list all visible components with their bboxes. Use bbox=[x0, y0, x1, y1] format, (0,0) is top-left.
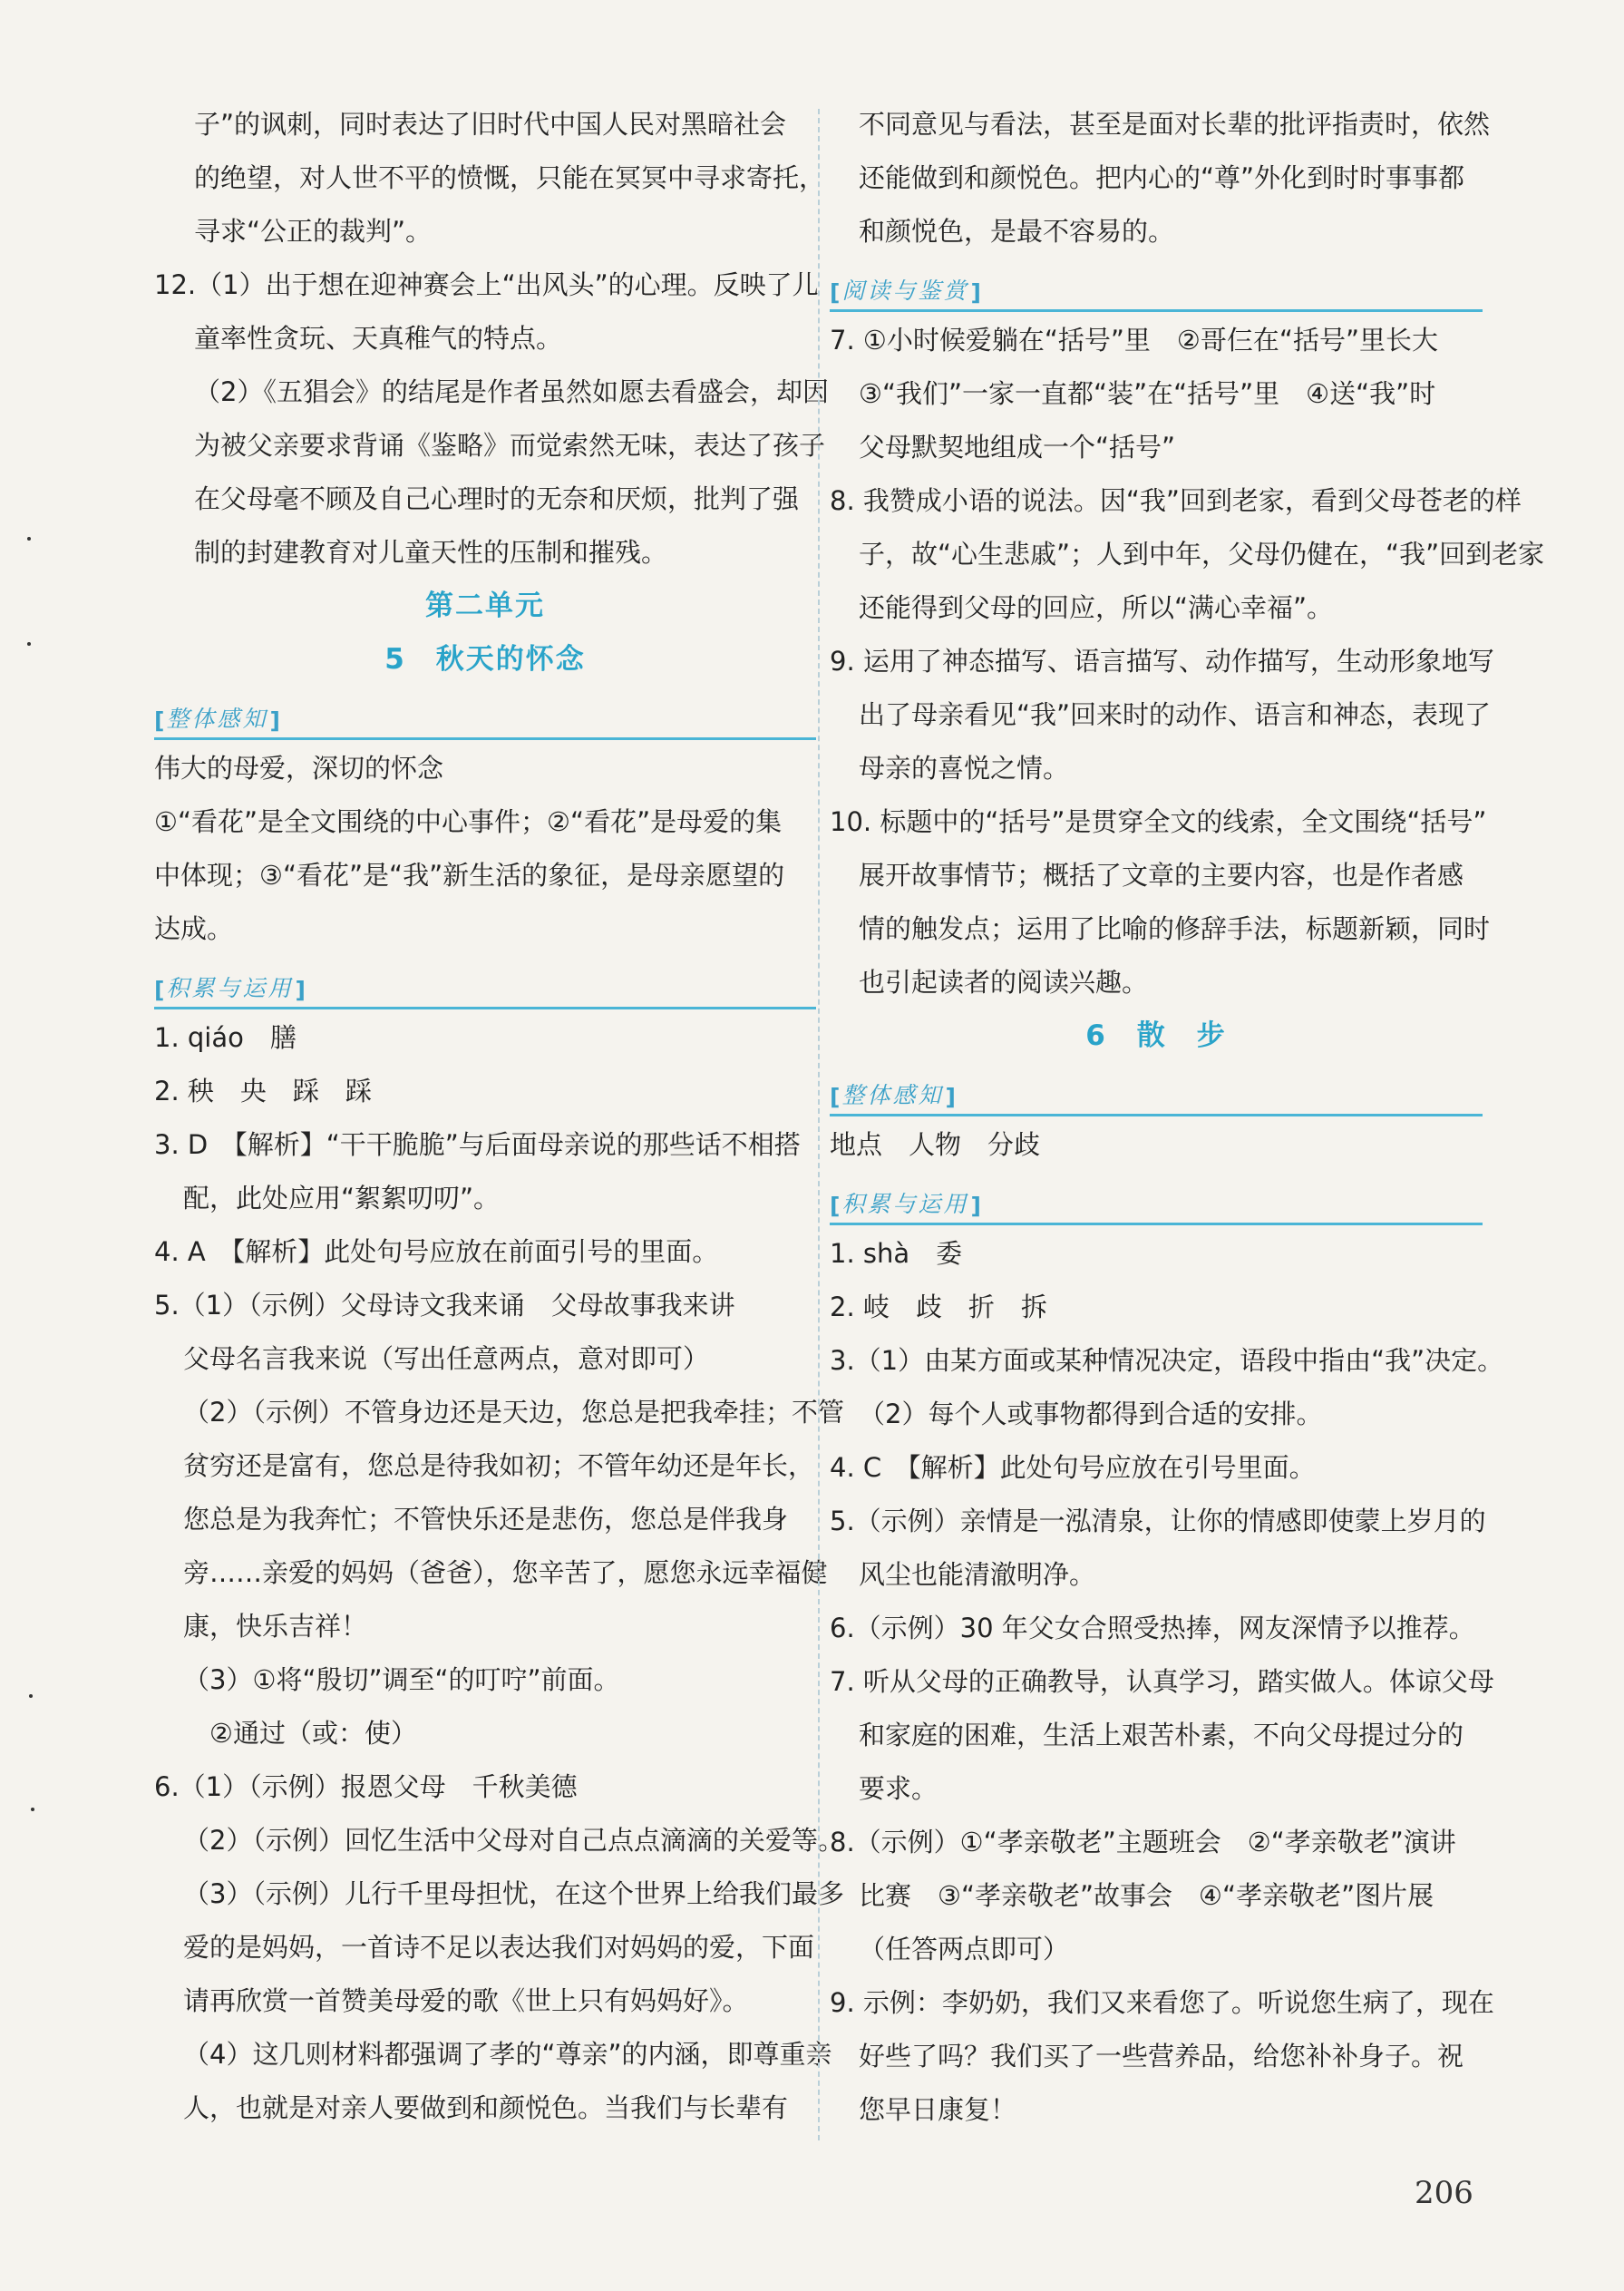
text-line: 风尘也能清澈明净。 bbox=[859, 1559, 1096, 1590]
section-header-label: 整体感知 bbox=[166, 706, 268, 732]
bracket-left-icon: [ bbox=[830, 279, 841, 306]
margin-dot bbox=[27, 642, 31, 646]
text-line: 6.（1）（示例）报恩父母 千秋美德 bbox=[154, 1771, 578, 1802]
text-line: 达成。 bbox=[154, 913, 234, 944]
section-header-label: 积累与运用 bbox=[166, 975, 294, 1001]
text-line: 9. 运用了神态描写、语言描写、动作描写，生动形象地写 bbox=[830, 646, 1494, 677]
text-line: 贫穷还是富有，您总是待我如初；不管年幼还是年长， bbox=[183, 1450, 815, 1481]
right-column bbox=[830, 98, 1545, 2137]
section-header bbox=[830, 1172, 1483, 1225]
bracket-right-icon: ] bbox=[269, 707, 280, 734]
section-header-label: 积累与运用 bbox=[841, 1191, 969, 1217]
left-column bbox=[154, 98, 844, 2135]
section-title: 第二单元 bbox=[425, 590, 545, 622]
text-line: 您早日康复！ bbox=[859, 2094, 1017, 2125]
text-line: 12.（1）出于想在迎神赛会上“出风头”的心理。反映了儿 bbox=[154, 269, 819, 300]
text-line: ③“我们”一家一直都“装”在“括号”里 ④送“我”时 bbox=[859, 378, 1436, 409]
text-line: 1. qiáo 膳 bbox=[154, 1022, 297, 1053]
text-line: （2）（示例）不管身边还是天边，您总是把我牵挂；不管 bbox=[183, 1397, 844, 1428]
text-line: 出了母亲看见“我”回来时的动作、语言和神态，表现了 bbox=[859, 699, 1492, 730]
text-line: 您总是为我奔忙；不管快乐还是悲伤，您总是伴我身 bbox=[183, 1504, 789, 1535]
bracket-left-icon: [ bbox=[830, 1084, 841, 1110]
text-line: 好些了吗？我们买了一些营养品，给您补补身子。祝 bbox=[859, 2041, 1464, 2072]
text-line: 地点 人物 分歧 bbox=[830, 1129, 1041, 1160]
text-line: 和家庭的困难，生活上艰苦朴素，不向父母提过分的 bbox=[859, 1720, 1464, 1750]
bracket-left-icon: [ bbox=[154, 977, 165, 1003]
section-title: 5 秋天的怀念 bbox=[384, 643, 586, 676]
text-line: 也引起读者的阅读兴趣。 bbox=[859, 967, 1149, 998]
text-line: （3）（示例）儿行千里母担忧，在这个世界上给我们最多 bbox=[183, 1878, 844, 1909]
text-line: 4. A 【解析】此处句号应放在前面引号的里面。 bbox=[154, 1236, 719, 1267]
margin-dot bbox=[27, 537, 31, 541]
margin-dot bbox=[31, 1808, 34, 1811]
text-line: 还能做到和颜悦色。把内心的“尊”外化到时时事事都 bbox=[859, 162, 1465, 193]
text-line: （2）每个人或事物都得到合适的安排。 bbox=[859, 1399, 1323, 1429]
text-line: 为被父亲要求背诵《鉴略》而觉索然无味，表达了孩子 bbox=[194, 430, 826, 461]
text-line: 和颜悦色，是最不容易的。 bbox=[859, 216, 1175, 247]
bracket-right-icon: ] bbox=[945, 1084, 956, 1110]
section-title: 6 散 步 bbox=[1085, 1019, 1227, 1052]
text-line: 寻求“公正的裁判”。 bbox=[194, 216, 433, 247]
text-line: 5.（1）（示例）父母诗文我来诵 父母故事我来讲 bbox=[154, 1290, 735, 1321]
text-line: 10. 标题中的“括号”是贯穿全文的线索，全文围绕“括号” bbox=[830, 806, 1487, 837]
text-line: 子”的讽刺，同时表达了旧时代中国人民对黑暗社会 bbox=[194, 109, 787, 140]
text-line: （3）①将“殷切”调至“的叮咛”前面。 bbox=[183, 1664, 620, 1695]
margin-dot bbox=[29, 1694, 33, 1698]
text-line: 7. 听从父母的正确教导，认真学习，踏实做人。体谅父母 bbox=[830, 1666, 1494, 1697]
text-line: 4. C 【解析】此处句号应放在引号里面。 bbox=[830, 1452, 1316, 1483]
text-line: 中体现；③“看花”是“我”新生活的象征，是母亲愿望的 bbox=[154, 860, 785, 891]
text-line: 5.（示例）亲情是一泓清泉，让你的情感即使蒙上岁月的 bbox=[830, 1506, 1486, 1536]
text-line: 情的触发点；运用了比喻的修辞手法，标题新颖，同时 bbox=[859, 913, 1491, 944]
bracket-right-icon: ] bbox=[970, 1193, 981, 1219]
section-header bbox=[154, 956, 816, 1009]
text-line: 旁……亲爱的妈妈（爸爸），您辛苦了，愿您永远幸福健 bbox=[183, 1557, 828, 1588]
text-line: 子，故“心生悲戚”；人到中年，父母仍健在，“我”回到老家 bbox=[859, 539, 1545, 570]
column-divider bbox=[818, 109, 820, 2140]
text-line: （任答两点即可） bbox=[859, 1934, 1070, 1964]
text-line: 要求。 bbox=[859, 1773, 938, 1804]
text-line: （4）这几则材料都强调了孝的“尊亲”的内涵，即尊重亲 bbox=[183, 2039, 832, 2070]
text-line: 8.（示例）①“孝亲敬老”主题班会 ②“孝亲敬老”演讲 bbox=[830, 1827, 1456, 1857]
text-line: 3.（1）由某方面或某种情况决定，语段中指由“我”决定。 bbox=[830, 1345, 1504, 1376]
text-line: 父母名言我来说（写出任意两点，意对即可） bbox=[183, 1343, 710, 1374]
text-line: 1. shà 委 bbox=[830, 1238, 963, 1269]
text-line: 2. 岐 歧 折 拆 bbox=[830, 1292, 1047, 1322]
section-header-label: 整体感知 bbox=[841, 1082, 944, 1108]
text-line: ②通过（或：使） bbox=[183, 1718, 417, 1749]
text-line: 展开故事情节；概括了文章的主要内容，也是作者感 bbox=[859, 860, 1464, 891]
text-line: （2）《五猖会》的结尾是作者虽然如愿去看盛会，却因 bbox=[194, 376, 829, 407]
text-line: 比赛 ③“孝亲敬老”故事会 ④“孝亲敬老”图片展 bbox=[859, 1880, 1434, 1911]
text-line: 在父母毫不顾及自己心理时的无奈和厌烦，批判了强 bbox=[194, 483, 800, 514]
section-header-label: 阅读与鉴赏 bbox=[841, 278, 969, 304]
page-number: 206 bbox=[1415, 2175, 1473, 2211]
text-line: 伟大的母爱，深切的怀念 bbox=[154, 753, 444, 784]
bracket-right-icon: ] bbox=[970, 279, 981, 306]
text-line: 母亲的喜悦之情。 bbox=[859, 753, 1070, 784]
text-line: 2. 秧 央 踩 踩 bbox=[154, 1076, 372, 1107]
text-line: 的绝望，对人世不平的愤慨，只能在冥冥中寻求寄托， bbox=[194, 162, 826, 193]
text-line: 7. ①小时候爱躺在“括号”里 ②哥仨在“括号”里长大 bbox=[830, 325, 1438, 356]
bracket-left-icon: [ bbox=[830, 1193, 841, 1219]
text-line: （2）（示例）回忆生活中父母对自己点点滴滴的关爱等。 bbox=[183, 1825, 844, 1856]
text-line: 6.（示例）30 年父女合照受热捧，网友深情予以推荐。 bbox=[830, 1613, 1475, 1643]
text-line: ①“看花”是全文围绕的中心事件；②“看花”是母爱的集 bbox=[154, 806, 783, 837]
text-line: 人，也就是对亲人要做到和颜悦色。当我们与长辈有 bbox=[183, 2092, 789, 2123]
text-line: 不同意见与看法，甚至是面对长辈的批评指责时，依然 bbox=[859, 109, 1491, 140]
bracket-right-icon: ] bbox=[295, 977, 306, 1003]
text-line: 康，快乐吉祥！ bbox=[183, 1611, 368, 1642]
text-line: 3. D 【解析】“干干脆脆”与后面母亲说的那些话不相搭 bbox=[154, 1129, 801, 1160]
text-line: 8. 我赞成小语的说法。因“我”回到老家，看到父母苍老的样 bbox=[830, 485, 1522, 516]
section-header bbox=[154, 687, 816, 740]
section-header bbox=[830, 258, 1483, 312]
text-line: 父母默契地组成一个“括号” bbox=[859, 432, 1176, 463]
text-line: 制的封建教育对儿童天性的压制和摧残。 bbox=[194, 537, 668, 568]
text-line: 还能得到父母的回应，所以“满心幸福”。 bbox=[859, 592, 1334, 623]
section-header bbox=[830, 1063, 1483, 1116]
text-line: 爱的是妈妈，一首诗不足以表达我们对妈妈的爱，下面 bbox=[183, 1932, 815, 1963]
bracket-left-icon: [ bbox=[154, 707, 165, 734]
text-line: 9. 示例：李奶奶，我们又来看您了。听说您生病了，现在 bbox=[830, 1987, 1494, 2018]
text-line: 请再欣赏一首赞美母爱的歌《世上只有妈妈好》。 bbox=[183, 1985, 749, 2016]
text-line: 童率性贪玩、天真稚气的特点。 bbox=[194, 323, 563, 354]
text-line: 配，此处应用“絮絮叨叨”。 bbox=[183, 1183, 501, 1214]
